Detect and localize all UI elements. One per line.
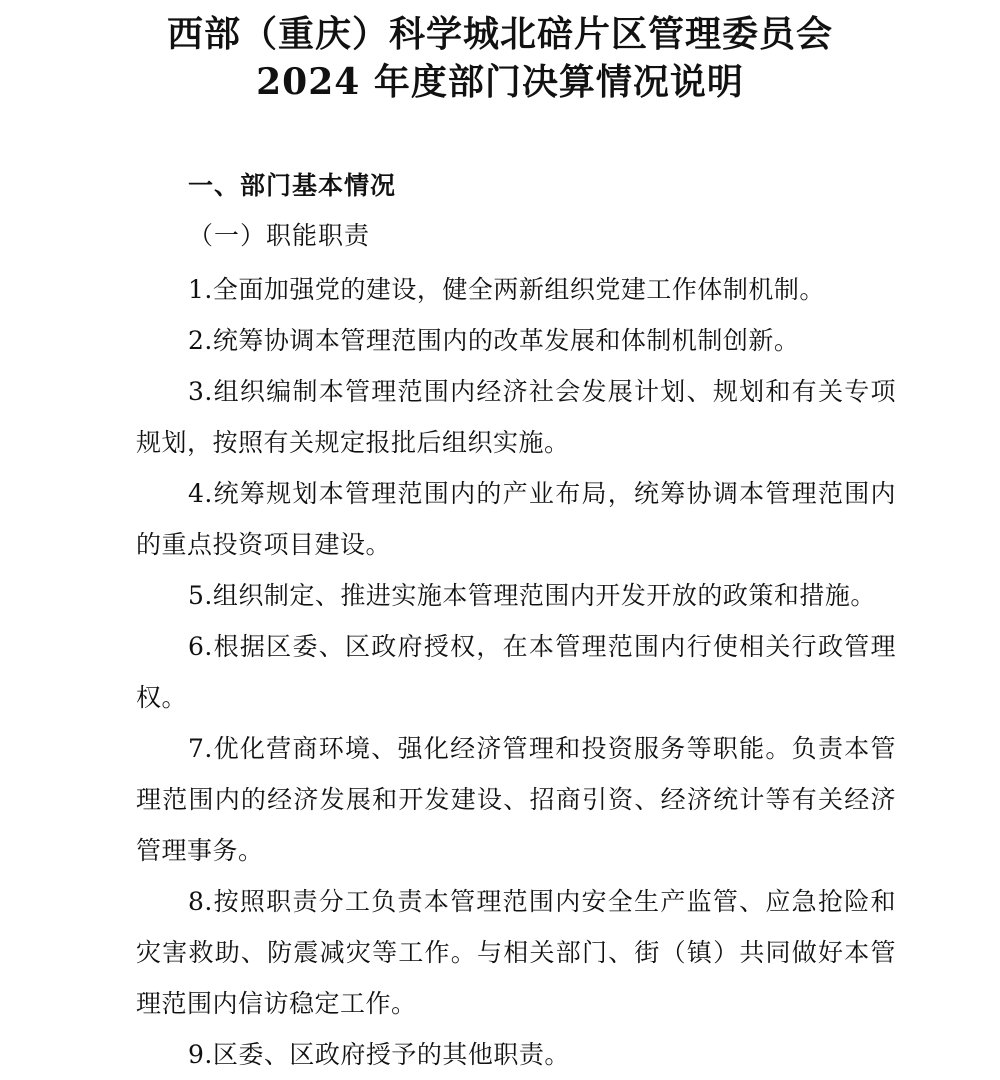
section-heading: 一、部门基本情况 xyxy=(188,171,397,200)
document-title-line-2: 2024 年度部门决算情况说明 xyxy=(256,61,744,103)
duty-item-2: 2.统筹协调本管理范围内的改革发展和体制机制创新。 xyxy=(188,326,800,355)
subsection-heading: （一）职能职责 xyxy=(188,221,371,250)
duty-item-9: 9.区委、区政府授予的其他职责。 xyxy=(188,1040,570,1069)
duty-item-3: 3.组织编制本管理范围内经济社会发展计划、规划和有关专项规划，按照有关规定报批后组织实施。 xyxy=(136,377,896,457)
duty-item-7: 7.优化营商环境、强化经济管理和投资服务等职能。负责本管理范围内的经济发展和开发建设、招商引资、经济统计等有关经济管理事务。 xyxy=(136,734,896,865)
duty-item-6: 6.根据区委、区政府授权，在本管理范围内行使相关行政管理权。 xyxy=(136,632,896,712)
duty-item-8: 8.按照职责分工负责本管理范围内安全生产监管、应急抢险和灾害救助、防震减灾等工作。与相关部门、街（镇）共同做好本管理范围内信访稳定工作。 xyxy=(136,887,896,1018)
duty-item-1: 1.全面加强党的建设，健全两新组织党建工作体制机制。 xyxy=(188,275,825,304)
document-title-line-1: 西部（重庆）科学城北碚片区管理委员会 xyxy=(166,13,833,55)
duties-list xyxy=(136,264,896,1080)
duty-item-5: 5.组织制定、推进实施本管理范围内开发开放的政策和措施。 xyxy=(188,581,876,610)
duty-item-4: 4.统筹规划本管理范围内的产业布局，统筹协调本管理范围内的重点投资项目建设。 xyxy=(136,479,896,559)
